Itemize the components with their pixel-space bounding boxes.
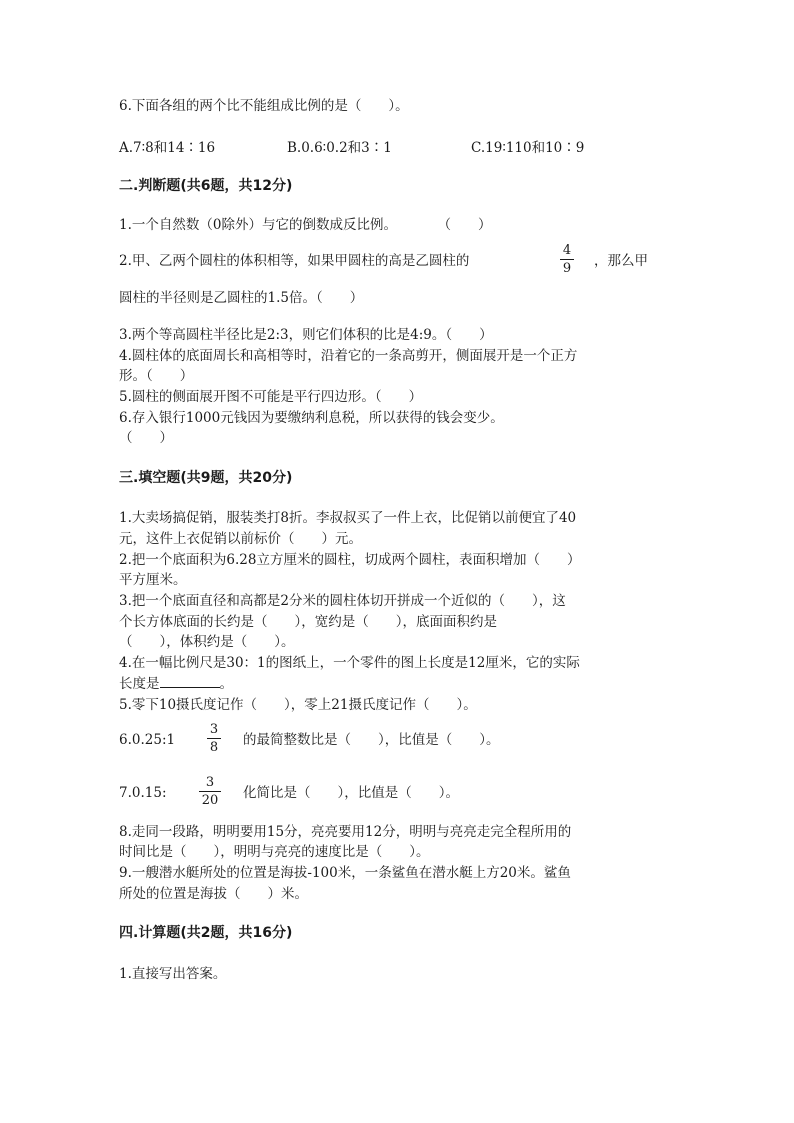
fill-q4-text: 长度是 bbox=[119, 676, 160, 692]
fill-q9-line1: 9.一艘潜水艇所处的位置是海拔-100米，一条鲨鱼在潜水艇上方20米。鲨鱼 bbox=[119, 865, 571, 881]
fill-q2-line2: 平方厘米。 bbox=[119, 572, 187, 588]
fill-q4-line1: 4.在一幅比例尺是30：1的图纸上，一个零件的图上长度是12厘米，它的实际 bbox=[119, 655, 580, 671]
section2-heading: 二.判断题(共6题，共12分) bbox=[119, 178, 293, 194]
fill-q7-part1: 7.0.15: bbox=[119, 785, 167, 801]
fill-q8-line1: 8.走同一段路，明明要用15分，亮亮要用12分，明明与亮亮走完全程所用的 bbox=[119, 824, 572, 840]
fill-q1-line2: 元，这件上衣促销以前标价（ ）元。 bbox=[119, 531, 362, 547]
choice-q6-stem: 6.下面各组的两个比不能组成比例的是（ ）。 bbox=[119, 98, 409, 114]
fraction-numerator: 3 bbox=[205, 775, 215, 790]
judge-q6-line2: （ ） bbox=[119, 430, 173, 446]
fraction-bar bbox=[560, 259, 574, 260]
choice-q6-option-a: A.7∶8和14∶16 bbox=[119, 140, 216, 156]
judge-q2-part3: 圆柱的半径则是乙圆柱的1.5倍。（ ） bbox=[119, 290, 364, 306]
fill-q7-fraction bbox=[199, 775, 221, 808]
answer-blank[interactable] bbox=[160, 675, 220, 688]
judge-q1: 1.一个自然数（0除外）与它的倒数成反比例。 （ ） bbox=[119, 217, 492, 233]
judge-q3: 3.两个等高圆柱半径比是2:3，则它们体积的比是4:9。（ ） bbox=[119, 327, 493, 343]
fill-q3-line2: 个长方体底面的长约是（ ），宽约是（ ），底面面积约是 bbox=[119, 614, 497, 630]
judge-q6-line1: 6.存入银行1000元钱因为要缴纳利息税，所以获得的钱会变少。 bbox=[119, 410, 504, 426]
judge-q4-line2: 形。（ ） bbox=[119, 368, 194, 384]
fraction-numerator: 3 bbox=[209, 722, 219, 737]
fill-q6-part1: 6.0.25:1 bbox=[119, 732, 176, 748]
fill-q1-line1: 1.大卖场搞促销，服装类打8折。李叔叔买了一件上衣，比促销以前便宜了40 bbox=[119, 510, 577, 526]
fill-q3-line1: 3.把一个底面直径和高都是2分米的圆柱体切开拼成一个近似的（ ），这 bbox=[119, 593, 566, 609]
judge-q2-part2: ，那么甲 bbox=[594, 253, 648, 269]
fill-q4-end: 。 bbox=[219, 676, 233, 692]
choice-q6-option-c: C.19∶110和10∶9 bbox=[471, 140, 585, 156]
fraction-denominator: 20 bbox=[201, 793, 219, 808]
fill-q2-line1: 2.把一个底面积为6.28立方厘米的圆柱，切成两个圆柱，表面积增加（ ） bbox=[119, 552, 581, 568]
judge-q2-part1: 2.甲、乙两个圆柱的体积相等，如果甲圆柱的高是乙圆柱的 bbox=[119, 253, 470, 269]
fraction-bar bbox=[199, 791, 221, 792]
fraction-denominator: 8 bbox=[209, 740, 219, 755]
fill-q7-part2: 化简比是（ ），比值是（ ）。 bbox=[243, 785, 459, 801]
fill-q3-line3: （ ），体积约是（ ）。 bbox=[119, 634, 295, 650]
section3-heading: 三.填空题(共9题，共20分) bbox=[119, 470, 293, 486]
fraction-numerator: 4 bbox=[562, 243, 572, 258]
judge-q5: 5.圆柱的侧面展开图不可能是平行四边形。（ ） bbox=[119, 389, 423, 405]
fraction-bar bbox=[207, 738, 221, 739]
calc-q1: 1.直接写出答案。 bbox=[119, 966, 227, 982]
section4-heading: 四.计算题(共2题，共16分) bbox=[119, 925, 293, 941]
choice-q6-option-b: B.0.6∶0.2和3∶1 bbox=[287, 140, 392, 156]
judge-q2-fraction bbox=[560, 243, 574, 276]
fraction-denominator: 9 bbox=[562, 261, 572, 276]
judge-q4-line1: 4.圆柱体的底面周长和高相等时，沿着它的一条高剪开，侧面展开是一个正方 bbox=[119, 348, 578, 364]
fill-q5: 5.零下10摄氏度记作（ ），零上21摄氏度记作（ ）。 bbox=[119, 697, 477, 713]
fill-q6-part2: 的最简整数比是（ ），比值是（ ）。 bbox=[243, 732, 500, 748]
fill-q4-line2 bbox=[119, 675, 233, 693]
fill-q9-line2: 所处的位置是海拔（ ）米。 bbox=[119, 886, 308, 902]
fill-q8-line2: 时间比是（ ），明明与亮亮的速度比是（ ）。 bbox=[119, 844, 430, 860]
fill-q6-fraction bbox=[207, 722, 221, 755]
